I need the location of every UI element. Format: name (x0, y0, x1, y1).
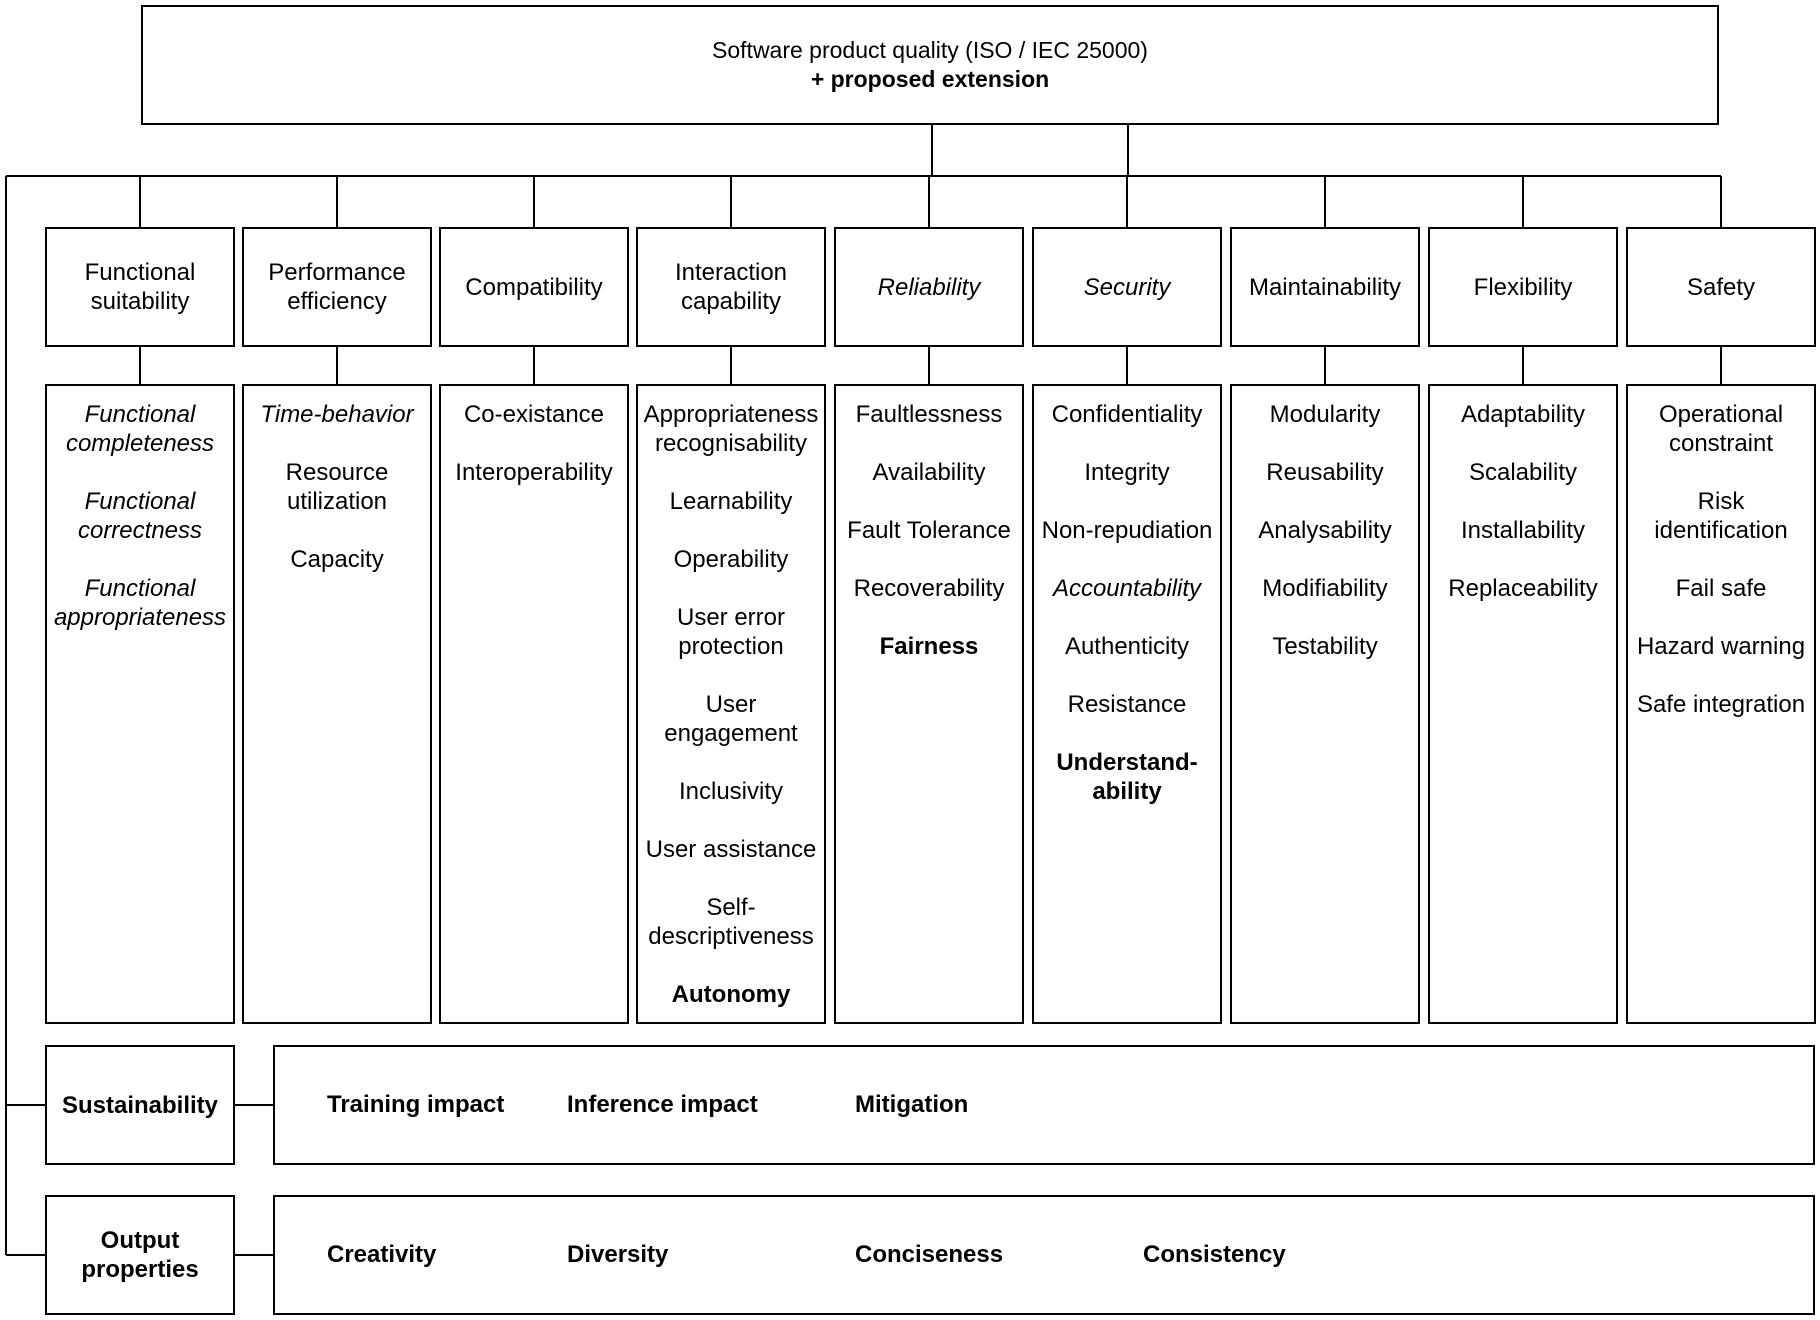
sub-characteristic: Understand-ability (1056, 749, 1198, 805)
sub-characteristic: Authenticity (1064, 633, 1190, 660)
sub-characteristic: User error protection (676, 604, 785, 660)
extension-item: Mitigation (855, 1091, 969, 1118)
category-items-maintainability (1230, 384, 1420, 1024)
sub-characteristic: Functional correctness (77, 488, 203, 544)
sub-characteristic: Accountability (1052, 575, 1202, 602)
sub-characteristic: Scalability (1468, 459, 1578, 486)
sub-characteristic: Replaceability (1448, 575, 1598, 602)
sub-characteristic: User assistance (645, 836, 817, 863)
sub-characteristic: Hazard warning (1636, 633, 1806, 660)
sub-characteristic: User engagement (664, 691, 798, 747)
category-header-functional-suitability: Functional suitability (45, 227, 235, 347)
sub-characteristic: Interoperability (455, 459, 613, 486)
sub-characteristic: Operability (673, 546, 789, 573)
sub-characteristic: Safe integration (1636, 691, 1806, 718)
sub-characteristic: Time-behavior (260, 401, 414, 428)
extension-item: Creativity (327, 1241, 437, 1268)
root-title: Software product quality (ISO / IEC 25000) (712, 37, 1148, 63)
sub-characteristic: Recoverability (853, 575, 1005, 602)
sub-characteristic: Functional completeness (65, 401, 215, 457)
sub-characteristic: Capacity (290, 546, 384, 573)
sub-characteristic: Co-existance (463, 401, 605, 428)
category-items-safety (1626, 384, 1816, 1024)
sub-characteristic: Autonomy (671, 981, 791, 1008)
extension-label-sustainability: Sustainability (45, 1045, 235, 1165)
sub-characteristic: Fault Tolerance (847, 517, 1011, 544)
sub-characteristic: Resource utilization (285, 459, 389, 515)
sub-characteristic: Operational constraint (1658, 401, 1784, 457)
sub-characteristic: Functional appropriateness (53, 575, 227, 631)
sub-characteristic: Inclusivity (678, 778, 784, 805)
sub-characteristic: Installability (1460, 517, 1586, 544)
sub-characteristic: Modularity (1269, 401, 1381, 428)
category-items-performance-efficiency (242, 384, 432, 1024)
sub-characteristic: Resistance (1067, 691, 1187, 718)
sub-characteristic: Non-repudiation (1041, 517, 1213, 544)
extension-item: Diversity (567, 1241, 669, 1268)
category-header-safety: Safety (1626, 227, 1816, 347)
category-items-interaction-capability (636, 384, 826, 1024)
category-header-security: Security (1032, 227, 1222, 347)
sub-characteristic: Risk identification (1654, 488, 1788, 544)
category-header-compatibility: Compatibility (439, 227, 629, 347)
sub-characteristic: Integrity (1084, 459, 1170, 486)
sub-characteristic: Adaptability (1460, 401, 1586, 428)
sub-characteristic: Fairness (879, 633, 979, 660)
extension-items-sustainability (273, 1045, 1815, 1165)
sub-characteristic: Confidentiality (1051, 401, 1203, 428)
category-header-reliability: Reliability (834, 227, 1024, 347)
sub-characteristic: Reusability (1266, 459, 1384, 486)
sub-characteristic: Fail safe (1675, 575, 1767, 602)
sub-characteristic: Analysability (1258, 517, 1392, 544)
category-items-compatibility (439, 384, 629, 1024)
category-header-performance-efficiency: Performance efficiency (242, 227, 432, 347)
sub-characteristic: Modifiability (1262, 575, 1388, 602)
sub-characteristic: Appropriateness recognisability (643, 401, 819, 457)
sub-characteristic: Self-descriptiveness (648, 894, 814, 950)
extension-item: Conciseness (855, 1241, 1004, 1268)
extension-label-output-properties: Output properties (45, 1195, 235, 1315)
category-header-interaction-capability: Interaction capability (636, 227, 826, 347)
category-items-security (1032, 384, 1222, 1024)
category-items-reliability (834, 384, 1024, 1024)
extension-items-output-properties (273, 1195, 1815, 1315)
extension-item: Inference impact (567, 1091, 758, 1118)
root-extension-label: + proposed extension (810, 66, 1050, 92)
category-items-functional-suitability (45, 384, 235, 1024)
extension-item: Training impact (327, 1091, 505, 1118)
sub-characteristic: Availability (872, 459, 986, 486)
root-quality-box (141, 5, 1719, 125)
category-items-flexibility (1428, 384, 1618, 1024)
category-header-flexibility: Flexibility (1428, 227, 1618, 347)
sub-characteristic: Learnability (669, 488, 793, 515)
sub-characteristic: Faultlessness (855, 401, 1003, 428)
category-header-maintainability: Maintainability (1230, 227, 1420, 347)
sub-characteristic: Testability (1272, 633, 1378, 660)
extension-item: Consistency (1143, 1241, 1286, 1268)
